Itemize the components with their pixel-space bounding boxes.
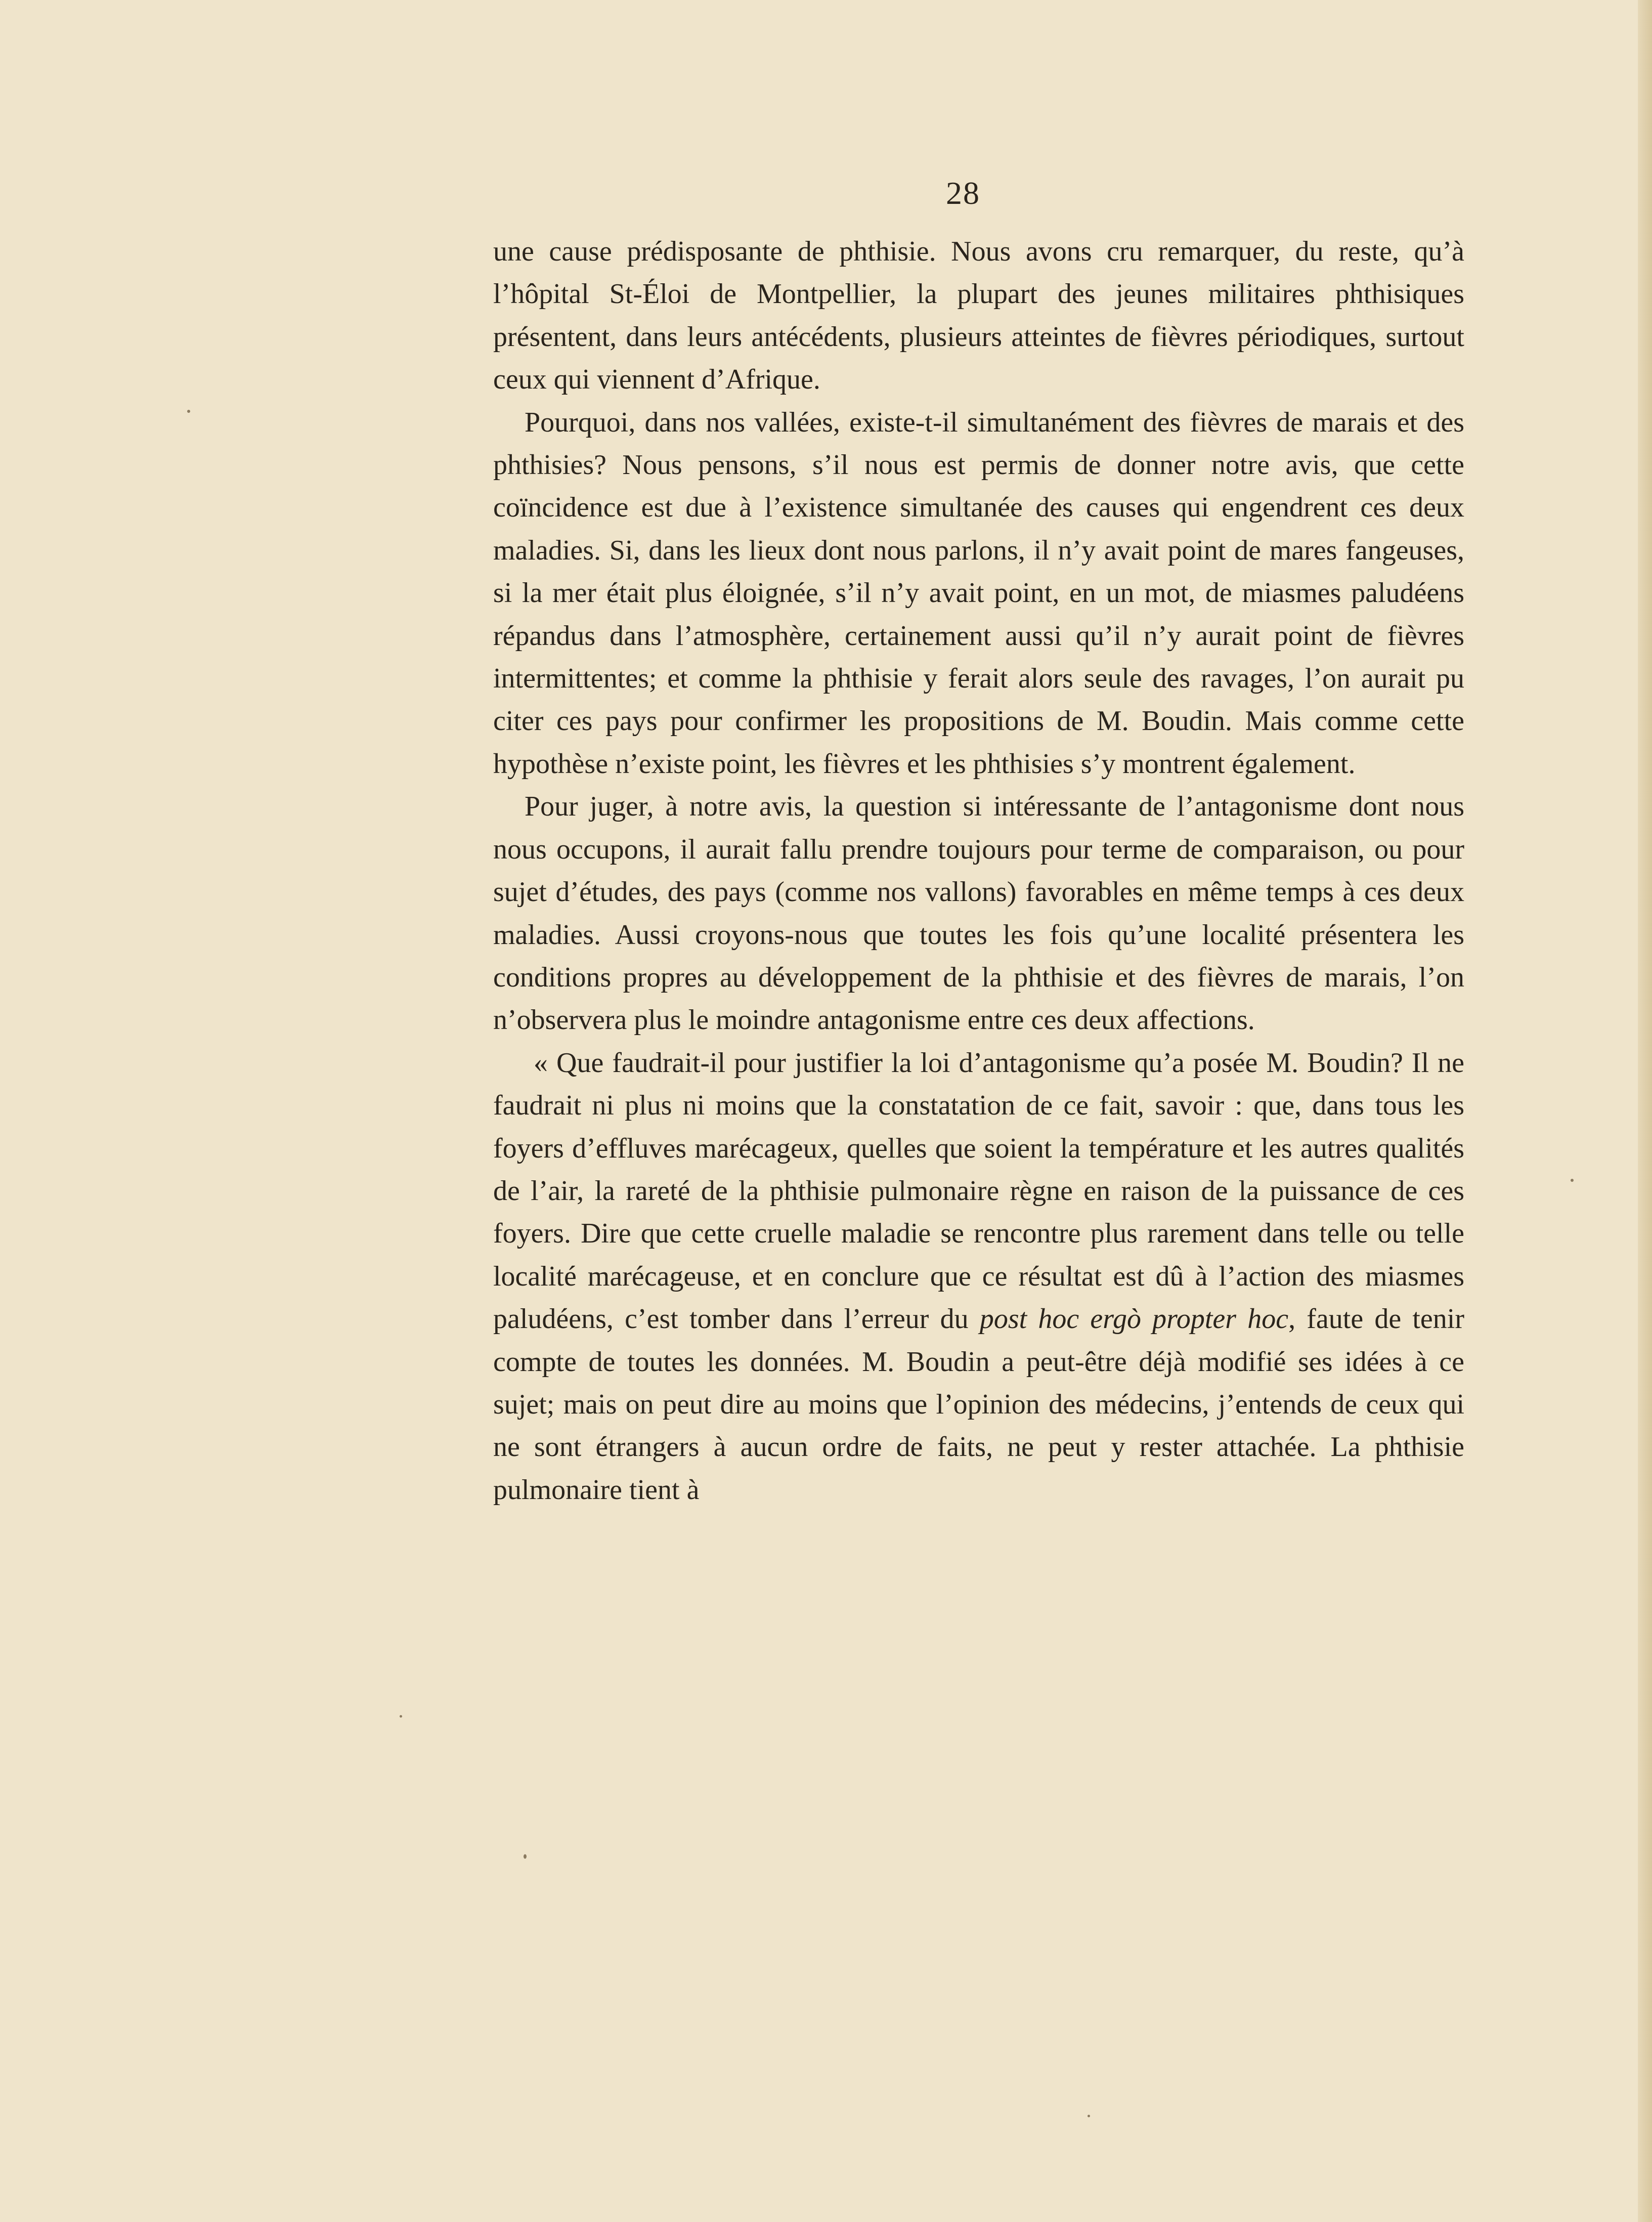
- paper-speck: [1571, 1179, 1574, 1182]
- paper-speck: [1088, 2115, 1090, 2117]
- paper-speck: [187, 410, 190, 413]
- paragraph-1: une cause prédisposante de phthisie. Nous avons cru remarquer, du reste, qu’à l’hôpital St-Éloi de Montpellier, la plupart des jeunes militaires phthisiques présentent, dans leurs antécédents, plusieurs atteintes de fièvres périodiques, surtout ceux qui viennent d’Afrique.: [493, 236, 1464, 396]
- paper-speck: [524, 1854, 527, 1859]
- latin-phrase: post hoc ergò propter hoc: [979, 1303, 1289, 1335]
- quote-paragraph: [493, 1042, 1464, 1511]
- body-text: [493, 230, 1464, 1511]
- paragraph-3: Pour juger, à notre avis, la question si intéressante de l’antagonisme dont nous nous occupons, il aurait fallu prendre toujours pour terme de comparaison, ou pour sujet d’études, des pays (comme nos vallons) favorables en même temps à ces deux maladies. Aussi croyons-nous que toutes les fois qu’une localité présentera les conditions propres au développement de la phthisie et des fièvres de marais, l’on n’observera plus le moindre antagonisme entre ces deux affections.: [493, 791, 1464, 1036]
- page-number: 28: [946, 175, 980, 211]
- paper-speck: [400, 1715, 402, 1718]
- page-edge: [1638, 0, 1652, 2222]
- quote-text-start: « Que faudrait-il pour justifier la loi d’antagonisme qu’a posée M. Boudin? Il ne faudrait ni plus ni moins que la constatation de ce fait, savoir : que, dans tous les foyers d’effluves marécageux, quelles que soient la température et les autres qualités de l’air, la rareté de la phthisie pulmonaire règne en raison de la puissance de ces foyers. Dire que cette cruelle maladie se rencontre plus rarement dans telle ou telle localité marécageuse, et en conclure que ce résultat est dû à l’action des miasmes paludéens, c’est tomber dans l’erreur du: [493, 1047, 1464, 1335]
- quote-text-end: , faute de tenir compte de toutes les données. M. Boudin a peut-être déjà modifié ses idées à ce sujet; mais on peut dire au moins que l’opinion des médecins, j’entends de ceux qui ne sont étrangers à aucun ordre de faits, ne peut y rester attachée. La phthisie pulmonaire tient à: [493, 1303, 1464, 1506]
- paragraph-2: Pourquoi, dans nos vallées, existe-t-il simultanément des fièvres de marais et des phthisies? Nous pensons, s’il nous est permis de donner notre avis, que cette coïncidence est due à l’existence simultanée des causes qui engendrent ces deux maladies. Si, dans les lieux dont nous parlons, il n’y avait point de mares fangeuses, si la mer était plus éloignée, s’il n’y avait point, en un mot, de miasmes paludéens répandus dans l’atmosphère, certainement aussi qu’il n’y aurait point de fièvres intermittentes; et comme la phthisie y ferait alors seule des ravages, l’on aurait pu citer ces pays pour confirmer les propositions de M. Boudin. Mais comme cette hypothèse n’existe point, les fièvres et les phthisies s’y montrent également.: [493, 406, 1464, 780]
